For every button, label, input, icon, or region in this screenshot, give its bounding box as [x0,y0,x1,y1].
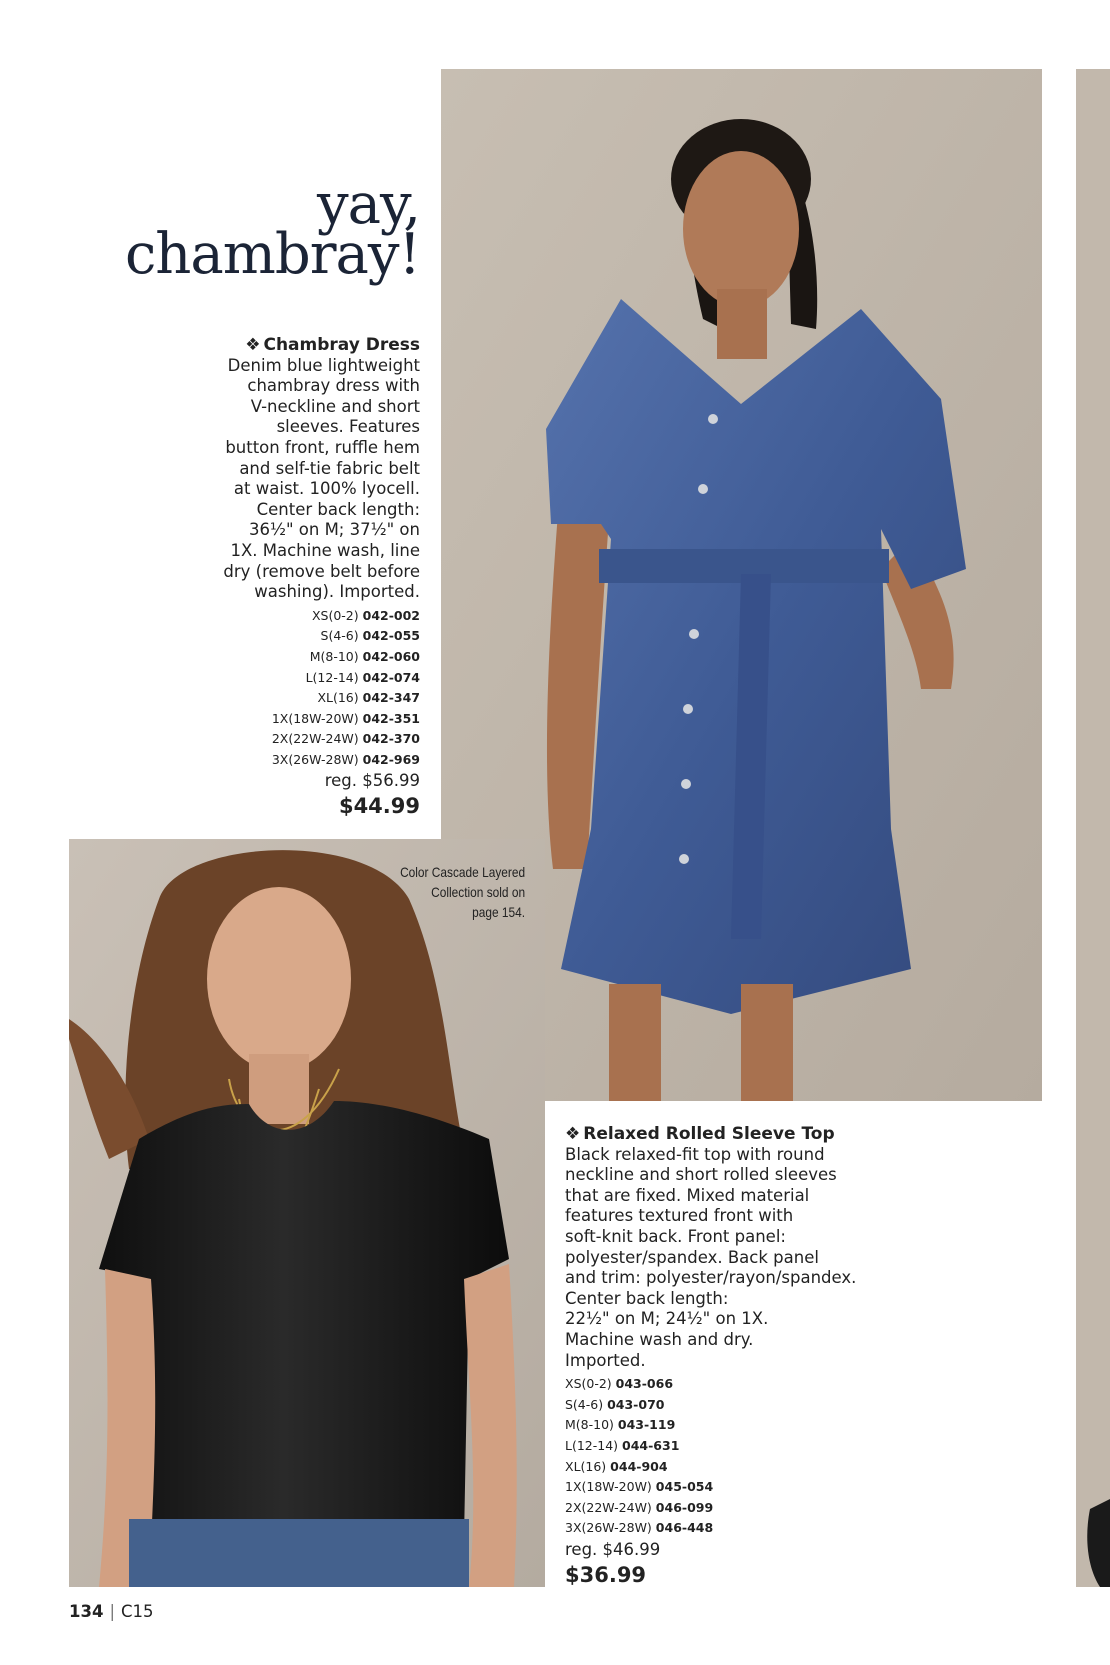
item-code: 042-347 [362,690,420,706]
item-code: 042-060 [362,648,420,664]
credit-line: Collection sold on [431,884,525,900]
credit-line: Color Cascade Layered [399,864,525,880]
description-line: chambray dress with [247,376,420,396]
headline [124,172,420,287]
description-line: sleeves. Features [276,417,420,437]
size-label: M(8-10) [565,1417,614,1433]
item-code: 042-969 [362,751,420,767]
size-label: XL(16) [565,1458,607,1474]
size-label: 3X(26W-28W) [271,751,359,767]
headline-line-2: chambray! [124,222,420,287]
description-line: features textured front with [565,1206,794,1226]
description-line: polyester/spandex. Back panel [565,1247,819,1267]
product-title [565,1124,905,1145]
size-list [190,606,420,771]
size-row [190,729,420,750]
description-line: and self-tie fabric belt [239,458,420,478]
product-title-text: Relaxed Rolled Sleeve Top [583,1124,835,1144]
page-number: 134 [69,1602,104,1621]
description-line: Center back length: [256,499,420,519]
size-row [190,647,420,668]
size-label: 1X(18W-20W) [271,710,359,726]
size-row [565,1518,905,1539]
page-folio [69,1602,154,1621]
headline-line-1: yay, [316,172,420,237]
description-line: soft-knit back. Front panel: [565,1226,786,1246]
description-line: and trim: polyester/rayon/spandex. [565,1268,857,1288]
size-label: L(12-14) [305,669,359,685]
diamond-bullet-icon: ❖ [565,1124,581,1144]
sale-price: $44.99 [338,794,420,819]
size-label: XS(0-2) [565,1376,612,1392]
product-title [190,335,420,356]
black-top-photo [69,839,545,1587]
size-row [190,688,420,709]
size-label: L(12-14) [565,1437,619,1453]
size-row [190,750,420,771]
item-code: 043-119 [617,1417,676,1433]
description-line: Denim blue lightweight [227,355,420,375]
regular-price: reg. $46.99 [565,1539,661,1559]
description-line: Machine wash and dry. [565,1329,754,1349]
rolled-sleeve-top-copy [565,1124,905,1590]
size-label: XL(16) [317,690,359,706]
item-code: 042-002 [362,607,420,623]
item-code: 043-070 [607,1396,665,1412]
size-list [565,1374,905,1539]
size-row [565,1374,905,1395]
catalog-code: C15 [121,1602,154,1621]
description-line: at waist. 100% lyocell. [233,479,420,499]
item-code: 045-054 [655,1479,714,1495]
description-line: Black relaxed-fit top with round [565,1144,825,1164]
size-label: 3X(26W-28W) [565,1520,652,1536]
size-label: 2X(22W-24W) [565,1499,652,1515]
description-line: Imported. [565,1350,646,1370]
description-line: 36½" on M; 37½" on [248,520,420,540]
size-row [190,606,420,627]
size-label: M(8-10) [309,648,359,664]
size-label: 2X(22W-24W) [271,731,359,747]
size-label: XS(0-2) [311,607,359,623]
description-line: dry (remove belt before [223,561,420,581]
diamond-bullet-icon: ❖ [245,335,261,355]
size-row [565,1477,905,1498]
description-line: V-neckline and short [250,396,420,416]
size-row [565,1457,905,1478]
description-line: washing). Imported. [254,582,420,602]
size-label: S(4-6) [565,1396,604,1412]
size-row [565,1498,905,1519]
collection-credit-note [400,862,525,922]
description-line: that are fixed. Mixed material [565,1185,810,1205]
description-line: Center back length: [565,1288,729,1308]
item-code: 043-066 [615,1376,674,1392]
size-label: S(4-6) [320,628,359,644]
credit-line: page 154. [472,904,525,920]
item-code: 044-631 [622,1437,680,1453]
product-title-text: Chambray Dress [263,335,420,355]
folio-separator: | [109,1602,116,1621]
size-row [190,668,420,689]
sale-price: $36.99 [565,1562,647,1587]
item-code: 042-370 [362,731,420,747]
size-label: 1X(18W-20W) [565,1479,652,1495]
size-row [190,709,420,730]
item-code: 042-351 [362,710,420,726]
chambray-dress-copy [190,335,420,821]
item-code: 042-074 [362,669,420,685]
description-line: 1X. Machine wash, line [230,540,420,560]
item-code: 046-099 [655,1499,714,1515]
description-line: neckline and short rolled sleeves [565,1165,837,1185]
size-row [565,1436,905,1457]
item-code: 044-904 [610,1458,668,1474]
description-line: 22½" on M; 24½" on 1X. [565,1309,769,1329]
size-row [565,1415,905,1436]
item-code: 046-448 [655,1520,714,1536]
regular-price: reg. $56.99 [324,771,420,791]
size-row [190,626,420,647]
adjacent-page-photo-edge [1076,69,1110,1587]
description-line: button front, ruffle hem [225,437,420,457]
item-code: 042-055 [362,628,420,644]
size-row [565,1395,905,1416]
